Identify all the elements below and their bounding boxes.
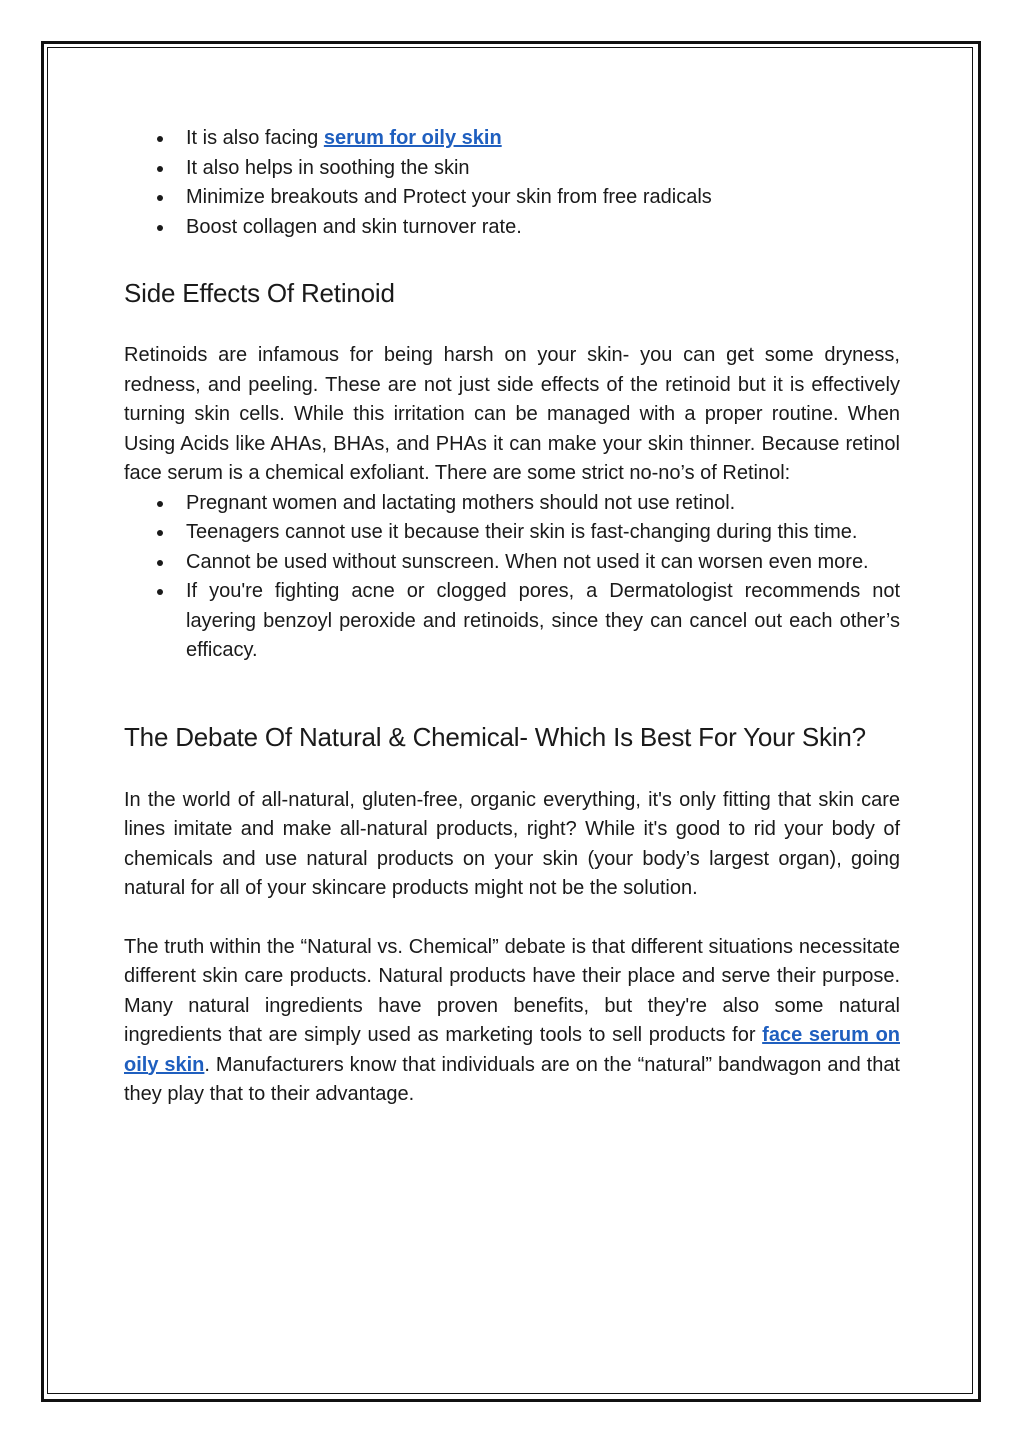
benefits-list bbox=[124, 124, 900, 242]
list-item: Pregnant women and lactating mothers should not use retinol. bbox=[124, 489, 900, 519]
paragraph-text: The truth within the “Natural vs. Chemical” debate is that different situations necessitate different skin care products. Natural products have their place and serve their purpose. Many natural ingredients have proven benefits, but they're also some natural ingredients that are simply used as marketing tools to sell products for bbox=[124, 935, 900, 1046]
list-item: Boost collagen and skin turnover rate. bbox=[124, 213, 900, 243]
list-item: Minimize breakouts and Protect your skin from free radicals bbox=[124, 183, 900, 213]
retinol-warnings-list bbox=[124, 489, 900, 666]
list-item: If you're fighting acne or clogged pores, a Dermatologist recommends not layering benzoyl peroxide and retinoids, since they can cancel out each other’s efficacy. bbox=[124, 577, 900, 666]
side-effects-heading: Side Effects Of Retinoid bbox=[124, 278, 395, 308]
document-body bbox=[124, 124, 900, 1110]
debate-paragraph-2 bbox=[124, 933, 900, 1110]
debate-paragraph-1: In the world of all-natural, gluten-free, organic everything, it's only fitting that skin care lines imitate and make all-natural products, right? While it's good to rid your body of chemicals and use natural products on your skin (your body’s largest organ), going natural for all of your skincare products might not be the solution. bbox=[124, 788, 900, 899]
list-item-text: It is also facing bbox=[186, 127, 324, 149]
face-serum-oily-skin-link[interactable]: face serum on oily skin bbox=[124, 1024, 900, 1076]
paragraph-text: . Manufacturers know that individuals are on the “natural” bandwagon and that they play that to their advantage. bbox=[124, 1053, 900, 1105]
list-item: It also helps in soothing the skin bbox=[124, 154, 900, 184]
serum-oily-skin-link[interactable]: serum for oily skin bbox=[323, 127, 502, 149]
debate-heading: The Debate Of Natural & Chemical- Which Is Best For Your Skin? bbox=[124, 721, 866, 752]
list-item bbox=[124, 124, 900, 154]
list-item: Teenagers cannot use it because their skin is fast-changing during this time. bbox=[124, 518, 900, 548]
side-effects-paragraph: Retinoids are infamous for being harsh on your skin- you can get some dryness, redness, and peeling. These are not just side effects of the retinoid but it is effectively turning skin cells. While this irritation can be managed with a proper routine. When Using Acids like AHAs, BHAs, and PHAs it can make your skin thinner. Because retinol face serum is a chemical exfoliant. There are some strict no-no’s of Retinol: bbox=[124, 344, 900, 484]
list-item: Cannot be used without sunscreen. When not used it can worsen even more. bbox=[124, 548, 900, 578]
